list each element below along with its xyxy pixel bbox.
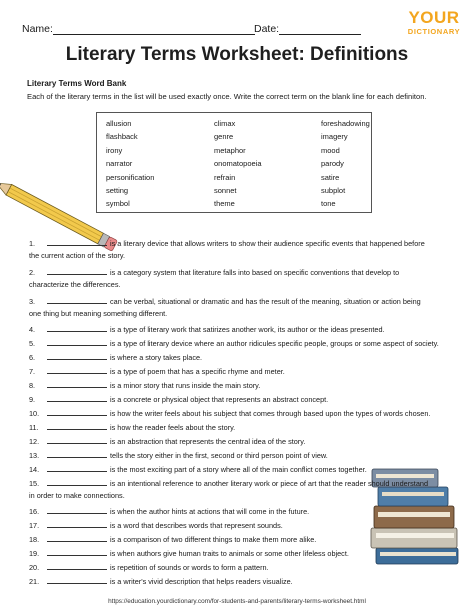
question-item (29, 296, 421, 320)
question-number: 3. (29, 297, 36, 306)
answer-blank[interactable] (47, 296, 107, 304)
word-bank-term: metaphor (214, 145, 246, 155)
question-item (29, 238, 425, 262)
question-text: is a writer's vivid description that helps readers visualize. (110, 577, 293, 586)
question-number: 10. (29, 409, 40, 418)
question-item (29, 366, 285, 378)
question-item (29, 436, 305, 448)
question-number: 21. (29, 577, 40, 586)
question-item (29, 408, 430, 420)
answer-blank[interactable] (47, 548, 107, 556)
question-text: is a word that describes words that represent sounds. (110, 521, 283, 530)
word-bank-term: genre (214, 132, 234, 142)
answer-blank[interactable] (47, 238, 107, 246)
answer-blank[interactable] (47, 324, 107, 332)
question-item (29, 562, 269, 574)
word-bank-term: theme (214, 199, 235, 209)
word-bank-term: climax (214, 119, 236, 128)
instructions: Each of the literary terms in the list will be used exactly once. Write the correct term on the blank line for each definiton. (27, 92, 427, 101)
question-text-cont: the current action of the story. (29, 251, 125, 260)
word-bank-term: onomatopoeia (214, 159, 262, 169)
question-item (29, 548, 349, 560)
answer-blank[interactable] (47, 352, 107, 360)
question-number: 6. (29, 353, 36, 362)
question-number: 5. (29, 339, 36, 348)
word-bank-term: parody (321, 159, 344, 169)
answer-blank[interactable] (47, 562, 107, 570)
date-label: Date: (254, 23, 280, 35)
word-bank-heading: Literary Terms Word Bank (27, 79, 127, 88)
footer-url[interactable]: https://education.yourdictionary.com/for-students-and-parents/literary-terms-worksheet.html (108, 598, 366, 605)
word-bank-term: narrator (106, 159, 133, 169)
answer-blank[interactable] (47, 338, 107, 346)
question-text: is when the author hints at actions that will come in the future. (110, 507, 310, 516)
page-title: Literary Terms Worksheet: Definitions (65, 44, 409, 65)
question-number: 13. (29, 451, 40, 460)
question-text: can be verbal, situational or dramatic and has the result of the meaning, situation or action being (110, 297, 421, 306)
question-text-cont: in order to make connections. (29, 491, 125, 500)
question-number: 19. (29, 549, 40, 558)
question-number: 11. (29, 423, 39, 432)
name-label: Name: (22, 23, 53, 35)
question-number: 2. (29, 268, 36, 277)
word-bank-term: imagery (321, 132, 348, 142)
question-text: is a concrete or physical object that represents an abstract concept. (110, 395, 329, 404)
question-item (29, 352, 202, 364)
answer-blank[interactable] (47, 534, 107, 542)
question-text: is how the reader feels about the story. (110, 423, 236, 432)
question-number: 18. (29, 535, 40, 544)
question-number: 12. (29, 437, 40, 446)
question-text: is a minor story that runs inside the main story. (110, 381, 261, 390)
question-text: is an abstraction that represents the central idea of the story. (110, 437, 306, 446)
word-bank-term: allusion (106, 119, 132, 128)
question-text: is a type of literary device where an author ridicules specific people, groups or some aspect of society. (110, 339, 439, 348)
question-item (29, 506, 309, 518)
question-item (29, 422, 235, 434)
question-item (29, 450, 328, 462)
answer-blank[interactable] (47, 506, 107, 514)
word-bank-term: sonnet (214, 186, 237, 196)
question-text: tells the story either in the first, second or third person point of view. (110, 451, 328, 460)
question-text: is how the writer feels about his subject that comes through based upon the types of words chosen. (110, 409, 431, 418)
answer-blank[interactable] (47, 436, 107, 444)
word-bank-term: symbol (106, 199, 130, 209)
question-text: is the most exciting part of a story where all of the main conflict comes together. (110, 465, 367, 474)
question-item (29, 520, 283, 532)
question-number: 1. (29, 239, 36, 248)
question-text: is a comparison of two different things to make them more alike. (110, 535, 317, 544)
answer-blank[interactable] (47, 450, 107, 458)
question-item (29, 324, 385, 336)
question-text-cont: characterize the differences. (29, 280, 121, 289)
answer-blank[interactable] (47, 267, 107, 275)
word-bank-term: foreshadowing (321, 119, 370, 128)
word-bank-term: tone (321, 199, 336, 209)
word-bank-term: subplot (321, 186, 346, 196)
word-bank-term: satire (321, 172, 340, 182)
logo-line1: YOUR (408, 8, 460, 27)
question-number: 9. (29, 395, 36, 404)
question-text: is repetition of sounds or words to form a pattern. (110, 563, 269, 572)
answer-blank[interactable] (47, 478, 107, 486)
question-item (29, 338, 439, 350)
word-bank-term: personification (106, 172, 155, 182)
question-number: 4. (29, 325, 36, 334)
question-item (29, 380, 260, 392)
question-text: is a type of literary work that satirizes another work, its author or the ideas presented. (110, 325, 385, 334)
word-bank-term: irony (106, 145, 123, 155)
word-bank-term: refrain (214, 172, 236, 182)
question-item (29, 267, 399, 291)
answer-blank[interactable] (47, 422, 107, 430)
word-bank-term: setting (106, 186, 129, 196)
question-text: is a type of poem that has a specific rhyme and meter. (110, 367, 285, 376)
question-item (29, 394, 328, 406)
answer-blank[interactable] (47, 394, 107, 402)
word-bank-term: flashback (106, 132, 138, 142)
answer-blank[interactable] (47, 380, 107, 388)
question-text: is a category system that literature falls into based on specific conventions that develop to (110, 268, 400, 277)
question-text: is where a story takes place. (110, 353, 203, 362)
answer-blank[interactable] (47, 576, 107, 584)
question-text: is when authors give human traits to animals or some other lifeless object. (110, 549, 349, 558)
answer-blank[interactable] (47, 464, 107, 472)
question-number: 7. (29, 367, 36, 376)
question-item (29, 534, 316, 546)
question-text: is an intentional reference to another literary work or piece of art that the reader should understand (110, 479, 429, 488)
question-text: is a literary device that allows writers to show their audience specific events that happened before (110, 239, 425, 248)
question-number: 17. (29, 521, 40, 530)
question-number: 14. (29, 465, 40, 474)
answer-blank[interactable] (47, 520, 107, 528)
question-number: 16. (29, 507, 40, 516)
answer-blank[interactable] (47, 366, 107, 374)
question-item (29, 464, 367, 476)
question-number: 8. (29, 381, 36, 390)
question-number: 15. (29, 479, 40, 488)
word-bank-term: mood (321, 145, 340, 155)
question-item (29, 478, 428, 502)
logo-line2: DICTIONARY (407, 27, 461, 36)
question-text-cont: one thing but meaning something different. (29, 309, 168, 318)
question-item (29, 576, 293, 588)
question-number: 20. (29, 563, 40, 572)
answer-blank[interactable] (47, 408, 107, 416)
